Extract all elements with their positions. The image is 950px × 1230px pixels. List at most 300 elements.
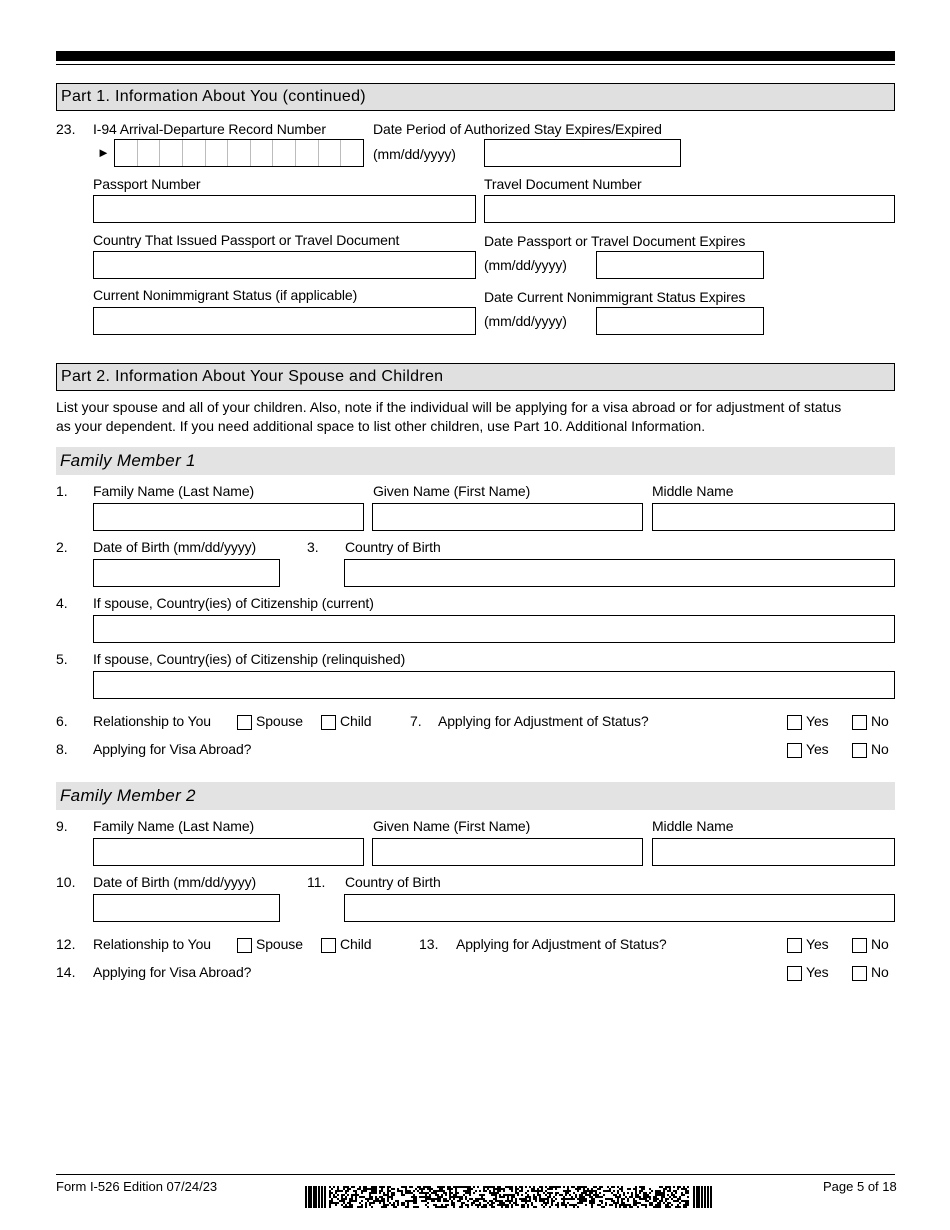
barcode-module bbox=[349, 1204, 351, 1206]
fm1-child-label: Child bbox=[340, 713, 372, 729]
barcode-module bbox=[349, 1200, 351, 1202]
barcode-module bbox=[453, 1198, 455, 1200]
barcode-module bbox=[507, 1204, 509, 1206]
fm1-adjustment-label: Applying for Adjustment of Status? bbox=[438, 713, 649, 729]
barcode-module bbox=[329, 1204, 331, 1206]
barcode-module bbox=[477, 1198, 479, 1200]
fm2-spouse-checkbox[interactable] bbox=[237, 938, 252, 953]
barcode-module bbox=[505, 1206, 507, 1208]
fm2-child-checkbox[interactable] bbox=[321, 938, 336, 953]
barcode-module bbox=[591, 1206, 593, 1208]
barcode-module bbox=[535, 1196, 537, 1198]
barcode-module bbox=[607, 1198, 609, 1200]
barcode-module bbox=[667, 1190, 669, 1192]
barcode-module bbox=[345, 1186, 347, 1188]
barcode-module bbox=[583, 1190, 585, 1192]
fm2-family-name-input[interactable] bbox=[93, 838, 364, 866]
fm1-spouse-checkbox[interactable] bbox=[237, 715, 252, 730]
barcode-module bbox=[661, 1198, 663, 1200]
barcode-module bbox=[571, 1198, 573, 1200]
barcode-module bbox=[361, 1192, 363, 1194]
barcode-module bbox=[455, 1194, 457, 1196]
barcode-module bbox=[499, 1202, 501, 1204]
fm2-given-name-input[interactable] bbox=[372, 838, 643, 866]
barcode-module bbox=[435, 1194, 437, 1196]
barcode-module bbox=[405, 1188, 407, 1190]
barcode-module bbox=[363, 1190, 365, 1192]
barcode-module bbox=[523, 1206, 525, 1208]
barcode-module bbox=[349, 1198, 351, 1200]
fm1-citizenship-relinquished-input[interactable] bbox=[93, 671, 895, 699]
barcode-module bbox=[575, 1204, 577, 1206]
barcode-module bbox=[397, 1200, 399, 1202]
barcode-module bbox=[463, 1186, 465, 1188]
barcode-module bbox=[421, 1200, 423, 1202]
barcode-module bbox=[629, 1196, 631, 1198]
barcode-module bbox=[643, 1188, 645, 1190]
barcode-module bbox=[665, 1188, 667, 1190]
barcode-module bbox=[543, 1198, 545, 1200]
barcode-module bbox=[437, 1200, 439, 1202]
barcode-module bbox=[639, 1198, 641, 1200]
q3-number: 3. bbox=[307, 539, 319, 555]
barcode-module bbox=[525, 1198, 527, 1200]
barcode-module bbox=[573, 1204, 575, 1206]
barcode-module bbox=[623, 1206, 625, 1208]
barcode-module bbox=[429, 1186, 431, 1188]
barcode-module bbox=[471, 1204, 473, 1206]
barcode-module bbox=[643, 1196, 645, 1198]
barcode-module bbox=[621, 1186, 623, 1188]
barcode-module bbox=[421, 1196, 423, 1198]
barcode-module bbox=[381, 1186, 383, 1188]
barcode-module bbox=[509, 1194, 511, 1196]
barcode-module bbox=[443, 1200, 445, 1202]
part1-header: Part 1. Information About You (continued) bbox=[56, 83, 895, 111]
barcode-module bbox=[371, 1192, 373, 1194]
barcode-module bbox=[435, 1206, 437, 1208]
barcode-module bbox=[545, 1190, 547, 1192]
barcode-module bbox=[657, 1206, 659, 1208]
barcode-module bbox=[479, 1194, 481, 1196]
barcode-module bbox=[645, 1192, 647, 1194]
fm1-visa-yes-checkbox[interactable] bbox=[787, 743, 802, 758]
barcode-module bbox=[547, 1198, 549, 1200]
fm1-child-checkbox[interactable] bbox=[321, 715, 336, 730]
fm1-family-name-input[interactable] bbox=[93, 503, 364, 531]
barcode-module bbox=[511, 1190, 513, 1192]
passport-input[interactable] bbox=[93, 195, 476, 223]
intro-part10-ref: Part 10. Additional Information bbox=[513, 418, 702, 434]
barcode-module bbox=[667, 1202, 669, 1204]
barcode-module bbox=[387, 1194, 389, 1196]
barcode-module bbox=[581, 1198, 583, 1200]
barcode-module bbox=[499, 1204, 501, 1206]
barcode-module bbox=[435, 1192, 437, 1194]
barcode-module bbox=[663, 1188, 665, 1190]
barcode-module bbox=[525, 1186, 527, 1188]
barcode-module bbox=[355, 1200, 357, 1202]
barcode-module bbox=[375, 1186, 377, 1188]
barcode-module bbox=[509, 1200, 511, 1202]
fm1-adjustment-no-checkbox[interactable] bbox=[852, 715, 867, 730]
barcode-module bbox=[575, 1196, 577, 1198]
barcode-module bbox=[501, 1206, 503, 1208]
barcode-module bbox=[443, 1186, 445, 1188]
barcode-module bbox=[559, 1186, 561, 1188]
barcode-module bbox=[461, 1196, 463, 1198]
i94-input[interactable] bbox=[114, 139, 364, 167]
barcode-module bbox=[621, 1202, 623, 1204]
barcode-module bbox=[371, 1198, 373, 1200]
barcode-module bbox=[437, 1196, 439, 1198]
barcode-module bbox=[563, 1202, 565, 1204]
barcode-module bbox=[475, 1190, 477, 1192]
nonimm-expires-input[interactable] bbox=[596, 307, 764, 335]
barcode-module bbox=[413, 1196, 415, 1198]
barcode-module bbox=[469, 1198, 471, 1200]
barcode-module bbox=[371, 1202, 373, 1204]
fm1-middle-name-input[interactable] bbox=[652, 503, 895, 531]
barcode-module bbox=[363, 1186, 365, 1188]
barcode-module bbox=[685, 1192, 687, 1194]
barcode-module bbox=[373, 1202, 375, 1204]
barcode-module bbox=[575, 1188, 577, 1190]
barcode-module bbox=[551, 1204, 553, 1206]
barcode-module bbox=[415, 1202, 417, 1204]
barcode-module bbox=[645, 1206, 647, 1208]
barcode-module bbox=[411, 1196, 413, 1198]
barcode-module bbox=[401, 1204, 403, 1206]
barcode-module bbox=[657, 1204, 659, 1206]
barcode-module bbox=[333, 1196, 335, 1198]
barcode-module bbox=[527, 1204, 529, 1206]
barcode-module bbox=[429, 1198, 431, 1200]
barcode-module bbox=[657, 1190, 659, 1192]
barcode-module bbox=[657, 1198, 659, 1200]
barcode-module bbox=[431, 1200, 433, 1202]
barcode-module bbox=[677, 1200, 679, 1202]
barcode-module bbox=[623, 1194, 625, 1196]
barcode-module bbox=[605, 1204, 607, 1206]
barcode-module bbox=[413, 1200, 415, 1202]
barcode-module bbox=[611, 1198, 613, 1200]
barcode-module bbox=[345, 1190, 347, 1192]
barcode-module bbox=[371, 1186, 373, 1188]
fm1-dob-input[interactable] bbox=[93, 559, 280, 587]
barcode-module bbox=[373, 1186, 375, 1188]
barcode-module bbox=[457, 1186, 459, 1188]
barcode-module bbox=[503, 1190, 505, 1192]
barcode-module bbox=[563, 1186, 565, 1188]
barcode-module bbox=[589, 1196, 591, 1198]
barcode-module bbox=[387, 1200, 389, 1202]
fm2-adjustment-yes-checkbox[interactable] bbox=[787, 938, 802, 953]
barcode-module bbox=[507, 1200, 509, 1202]
barcode-module bbox=[603, 1194, 605, 1196]
barcode-module bbox=[577, 1186, 579, 1188]
barcode-module bbox=[355, 1190, 357, 1192]
barcode-module bbox=[563, 1190, 565, 1192]
barcode-module bbox=[469, 1186, 471, 1188]
barcode-module bbox=[495, 1196, 497, 1198]
barcode-module bbox=[557, 1202, 559, 1204]
barcode-module bbox=[483, 1206, 485, 1208]
barcode-module bbox=[687, 1196, 689, 1198]
barcode-module bbox=[313, 1186, 315, 1208]
barcode-module bbox=[445, 1200, 447, 1202]
barcode-module bbox=[525, 1192, 527, 1194]
barcode-module bbox=[427, 1206, 429, 1208]
barcode-module bbox=[585, 1190, 587, 1192]
barcode-module bbox=[475, 1198, 477, 1200]
barcode-module bbox=[385, 1194, 387, 1196]
barcode-module bbox=[609, 1198, 611, 1200]
barcode-module bbox=[535, 1200, 537, 1202]
barcode-module bbox=[401, 1190, 403, 1192]
barcode-module bbox=[347, 1186, 349, 1188]
barcode-module bbox=[345, 1206, 347, 1208]
barcode-module bbox=[655, 1192, 657, 1194]
barcode-module bbox=[669, 1196, 671, 1198]
barcode-module bbox=[437, 1198, 439, 1200]
fm2-visa-no-checkbox[interactable] bbox=[852, 966, 867, 981]
country-issued-input[interactable] bbox=[93, 251, 476, 279]
barcode-module bbox=[677, 1198, 679, 1200]
q8-number: 8. bbox=[56, 741, 68, 757]
barcode-module bbox=[565, 1204, 567, 1206]
nonimm-status-label: Current Nonimmigrant Status (if applicable) bbox=[93, 287, 358, 303]
barcode-module bbox=[515, 1204, 517, 1206]
barcode-module bbox=[659, 1200, 661, 1202]
barcode-module bbox=[499, 1188, 501, 1190]
barcode-module bbox=[557, 1204, 559, 1206]
barcode-module bbox=[477, 1204, 479, 1206]
barcode-module bbox=[401, 1192, 403, 1194]
q14-number: 14. bbox=[56, 964, 76, 980]
barcode-module bbox=[443, 1198, 445, 1200]
auth-stay-input[interactable] bbox=[484, 139, 681, 167]
barcode-module bbox=[329, 1194, 331, 1196]
barcode-module bbox=[585, 1186, 587, 1188]
barcode-module bbox=[541, 1190, 543, 1192]
barcode-module bbox=[515, 1198, 517, 1200]
fm1-spouse-label: Spouse bbox=[256, 713, 303, 729]
barcode-module bbox=[545, 1194, 547, 1196]
barcode-module bbox=[643, 1192, 645, 1194]
barcode-module bbox=[381, 1206, 383, 1208]
barcode-module bbox=[425, 1200, 427, 1202]
nonimm-status-input[interactable] bbox=[93, 307, 476, 335]
barcode-module bbox=[511, 1198, 513, 1200]
barcode-module bbox=[623, 1202, 625, 1204]
passport-expires-input[interactable] bbox=[596, 251, 764, 279]
barcode-module bbox=[591, 1198, 593, 1200]
barcode-module bbox=[523, 1204, 525, 1206]
barcode-module bbox=[489, 1204, 491, 1206]
barcode-module bbox=[675, 1192, 677, 1194]
barcode-module bbox=[337, 1194, 339, 1196]
barcode-module bbox=[429, 1194, 431, 1196]
barcode-module bbox=[343, 1194, 345, 1196]
barcode-module bbox=[653, 1196, 655, 1198]
barcode-module bbox=[331, 1198, 333, 1200]
barcode-module bbox=[477, 1200, 479, 1202]
barcode-module bbox=[497, 1186, 499, 1188]
barcode-module bbox=[649, 1204, 651, 1206]
barcode-module bbox=[623, 1198, 625, 1200]
fm2-visa-no-label: No bbox=[871, 964, 889, 980]
barcode-module bbox=[615, 1204, 617, 1206]
barcode-module bbox=[551, 1188, 553, 1190]
barcode-module bbox=[659, 1190, 661, 1192]
travel-doc-input[interactable] bbox=[484, 195, 895, 223]
barcode-module bbox=[375, 1188, 377, 1190]
barcode-module bbox=[669, 1190, 671, 1192]
barcode-module bbox=[539, 1198, 541, 1200]
barcode-module bbox=[683, 1194, 685, 1196]
barcode-module bbox=[445, 1206, 447, 1208]
fm2-dob-input[interactable] bbox=[93, 894, 280, 922]
barcode-module bbox=[377, 1198, 379, 1200]
barcode-module bbox=[483, 1204, 485, 1206]
barcode-module bbox=[351, 1204, 353, 1206]
barcode-module bbox=[589, 1200, 591, 1202]
barcode-module bbox=[557, 1192, 559, 1194]
barcode-module bbox=[389, 1190, 391, 1192]
barcode-module bbox=[541, 1186, 543, 1188]
barcode-module bbox=[393, 1202, 395, 1204]
barcode-module bbox=[555, 1198, 557, 1200]
passport-expires-format: (mm/dd/yyyy) bbox=[484, 257, 567, 273]
barcode-module bbox=[517, 1188, 519, 1190]
fm2-visa-yes-checkbox[interactable] bbox=[787, 966, 802, 981]
barcode-module bbox=[679, 1186, 681, 1188]
barcode-module bbox=[593, 1190, 595, 1192]
barcode-module bbox=[397, 1190, 399, 1192]
fm2-country-birth-input[interactable] bbox=[344, 894, 895, 922]
top-rule-thin bbox=[56, 64, 895, 65]
barcode-module bbox=[543, 1200, 545, 1202]
barcode-module bbox=[505, 1200, 507, 1202]
barcode-module bbox=[335, 1190, 337, 1192]
barcode-module bbox=[591, 1188, 593, 1190]
barcode-module bbox=[329, 1200, 331, 1202]
barcode-module bbox=[359, 1188, 361, 1190]
fm2-spouse-label: Spouse bbox=[256, 936, 303, 952]
fm1-visa-no-checkbox[interactable] bbox=[852, 743, 867, 758]
barcode-module bbox=[421, 1188, 423, 1190]
barcode-module bbox=[395, 1200, 397, 1202]
barcode-module bbox=[361, 1206, 363, 1208]
q5-number: 5. bbox=[56, 651, 68, 667]
barcode-module bbox=[655, 1206, 657, 1208]
barcode-module bbox=[371, 1206, 373, 1208]
barcode-module bbox=[405, 1192, 407, 1194]
barcode-module bbox=[639, 1196, 641, 1198]
barcode-module bbox=[623, 1192, 625, 1194]
barcode-module bbox=[499, 1200, 501, 1202]
barcode-module bbox=[379, 1200, 381, 1202]
barcode-module bbox=[485, 1206, 487, 1208]
barcode-module bbox=[383, 1194, 385, 1196]
barcode-module bbox=[391, 1204, 393, 1206]
barcode-module bbox=[567, 1186, 569, 1188]
barcode-module bbox=[429, 1188, 431, 1190]
barcode-module bbox=[557, 1206, 559, 1208]
barcode-module bbox=[491, 1186, 493, 1188]
barcode-module bbox=[343, 1188, 345, 1190]
barcode-module bbox=[447, 1186, 449, 1188]
barcode-module bbox=[667, 1204, 669, 1206]
fm2-adjustment-no-checkbox[interactable] bbox=[852, 938, 867, 953]
barcode-module bbox=[665, 1206, 667, 1208]
barcode-module bbox=[657, 1202, 659, 1204]
part2-instructions bbox=[56, 398, 895, 436]
barcode-module bbox=[607, 1190, 609, 1192]
fm1-country-birth-input[interactable] bbox=[344, 559, 895, 587]
barcode-module bbox=[581, 1194, 583, 1196]
barcode-module bbox=[365, 1198, 367, 1200]
barcode-module bbox=[409, 1186, 411, 1188]
fm1-given-name-input[interactable] bbox=[372, 503, 643, 531]
barcode-module bbox=[503, 1204, 505, 1206]
fm1-citizenship-current-input[interactable] bbox=[93, 615, 895, 643]
barcode-module bbox=[581, 1192, 583, 1194]
barcode-module bbox=[601, 1206, 603, 1208]
barcode-module bbox=[505, 1204, 507, 1206]
barcode-module bbox=[511, 1206, 513, 1208]
barcode-module bbox=[591, 1192, 593, 1194]
barcode-module bbox=[577, 1206, 579, 1208]
barcode-module bbox=[483, 1194, 485, 1196]
barcode-module bbox=[581, 1196, 583, 1198]
barcode-module bbox=[437, 1190, 439, 1192]
barcode-module bbox=[305, 1186, 307, 1208]
barcode-module bbox=[333, 1186, 335, 1188]
barcode-module bbox=[615, 1202, 617, 1204]
barcode-module bbox=[669, 1186, 671, 1188]
barcode-module bbox=[521, 1188, 523, 1190]
barcode-module bbox=[547, 1196, 549, 1198]
barcode-module bbox=[423, 1188, 425, 1190]
barcode-module bbox=[473, 1192, 475, 1194]
fm1-adjustment-yes-checkbox[interactable] bbox=[787, 715, 802, 730]
barcode-module bbox=[399, 1190, 401, 1192]
barcode-module bbox=[621, 1190, 623, 1192]
barcode-module bbox=[521, 1194, 523, 1196]
barcode-module bbox=[459, 1198, 461, 1200]
barcode-module bbox=[667, 1194, 669, 1196]
barcode-module bbox=[641, 1204, 643, 1206]
barcode-module bbox=[337, 1190, 339, 1192]
barcode-module bbox=[449, 1186, 451, 1188]
barcode-module bbox=[487, 1186, 489, 1188]
barcode-module bbox=[511, 1200, 513, 1202]
fm2-given-name-label: Given Name (First Name) bbox=[373, 818, 531, 834]
fm1-citizenship-relinquished-label: If spouse, Country(ies) of Citizenship (relinquished) bbox=[93, 651, 406, 667]
fm2-middle-name-input[interactable] bbox=[652, 838, 895, 866]
barcode-module bbox=[393, 1206, 395, 1208]
barcode-module bbox=[499, 1194, 501, 1196]
footer-form-edition: Form I-526 Edition 07/24/23 bbox=[56, 1179, 218, 1194]
barcode-module bbox=[615, 1194, 617, 1196]
barcode-module bbox=[649, 1192, 651, 1194]
barcode-module bbox=[651, 1190, 653, 1192]
barcode-module bbox=[665, 1198, 667, 1200]
barcode-module bbox=[537, 1190, 539, 1192]
barcode-module bbox=[531, 1188, 533, 1190]
